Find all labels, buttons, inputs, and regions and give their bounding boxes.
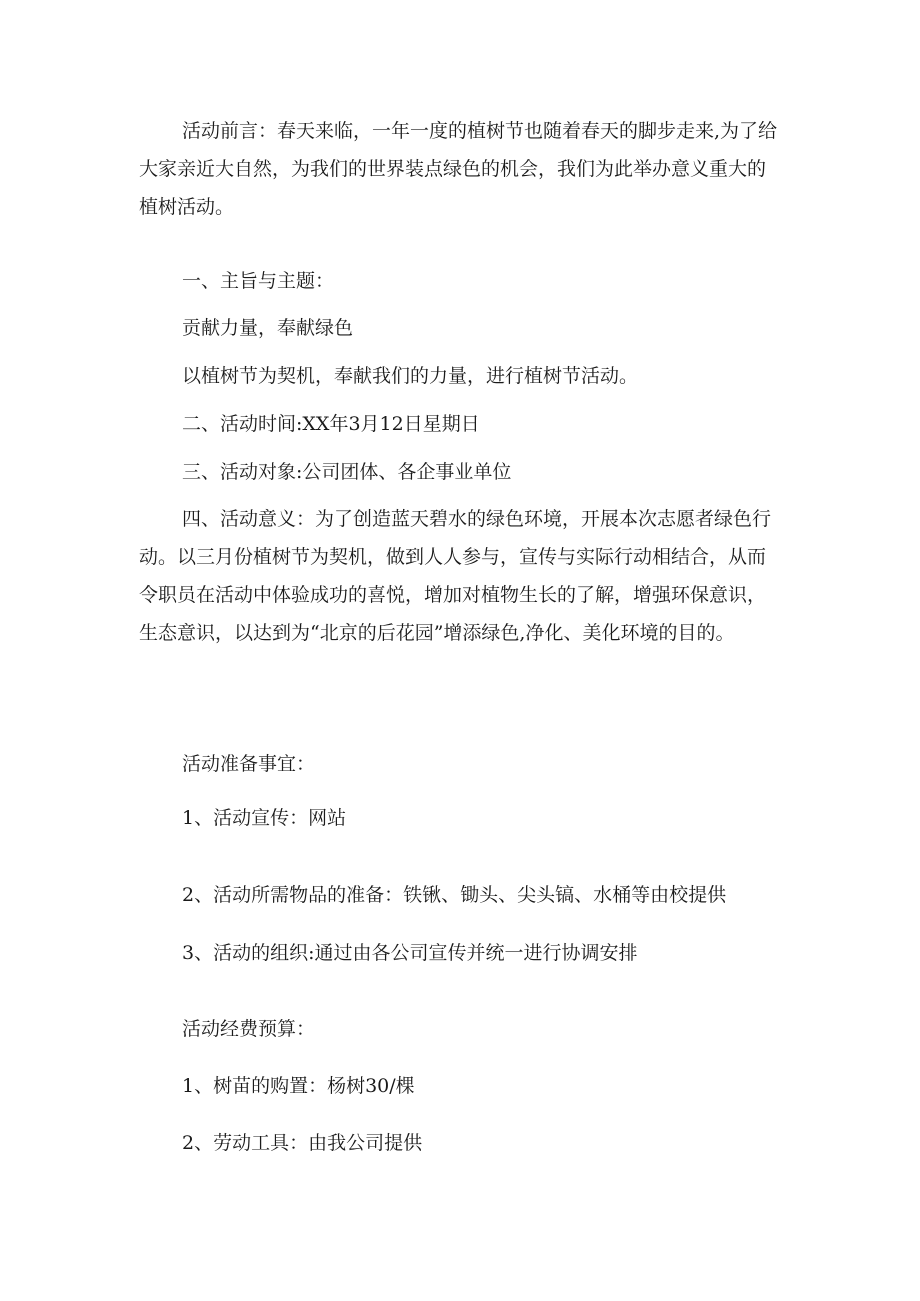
preparation-item-1: 1、活动宣传：网站 [182, 807, 347, 829]
preparation-item-3: 3、活动的组织:通过由各公司宣传并统一进行协调安排 [182, 942, 638, 964]
section-4-significance: 四、活动意义：为了创造蓝天碧水的绿色环境，开展本次志愿者绿色行动。以三月份植树节为契机，做到人人参与，宣传与实际行动相结合，从而令职员在活动中体验成功的喜悦，增加对植物生长的了解，增强环保意识，生态意识，以达到为“北京的后花园”增添绿色,净化、美化环境的目的。 [139, 508, 772, 644]
budget-heading: 活动经费预算： [182, 1018, 316, 1040]
budget-item-1: 1、树苗的购置：杨树30/棵 [182, 1075, 415, 1097]
section-1-heading: 一、主旨与主题： [182, 270, 335, 292]
section-3-target: 三、活动对象:公司团体、各企事业单位 [182, 461, 512, 483]
theme-line: 贡献力量，奉献绿色 [182, 317, 354, 339]
preface-paragraph: 活动前言：春天来临，一年一度的植树节也随着春天的脚步走来,为了给大家亲近大自然，为我们的世界装点绿色的机会，我们为此举办意义重大的植树活动。 [139, 120, 778, 218]
section-2-time: 二、活动时间:XX年3月12日星期日 [182, 413, 480, 435]
preparation-item-2: 2、活动所需物品的准备：铁锹、锄头、尖头镐、水桶等由校提供 [182, 884, 727, 906]
theme-description: 以植树节为契机，奉献我们的力量，进行植树节活动。 [182, 365, 639, 387]
budget-item-2: 2、劳动工具：由我公司提供 [182, 1132, 423, 1154]
preparation-heading: 活动准备事宜： [182, 753, 316, 775]
